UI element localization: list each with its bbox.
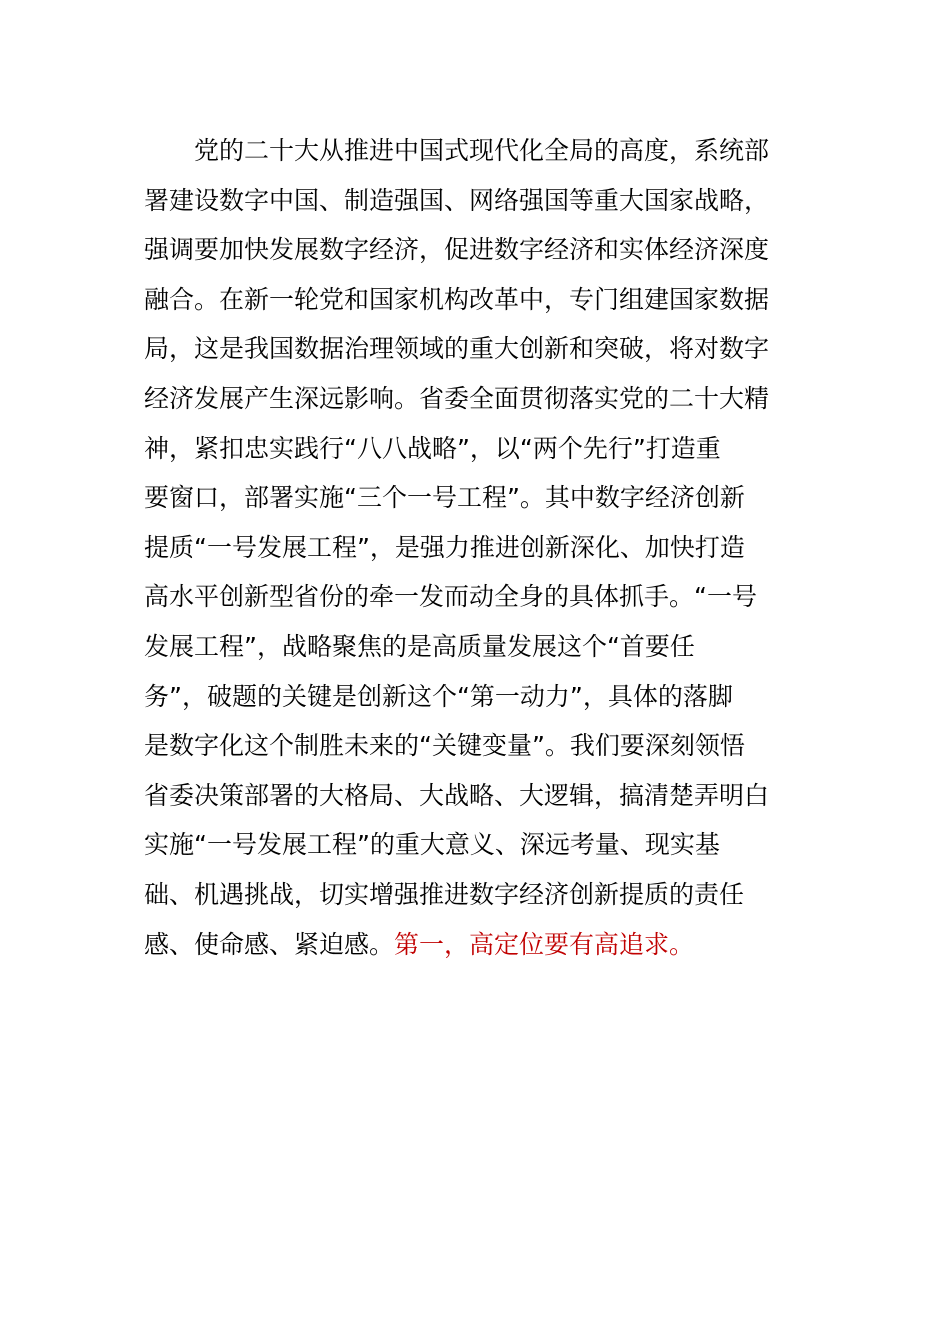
paragraph-line-15: 实施“一号发展工程”的重大意义、深远考量、现实基	[144, 830, 720, 860]
paragraph-line-17-text: 感、使命感、紧迫感。	[144, 929, 395, 959]
body-paragraph	[144, 126, 794, 969]
paragraph-line-12: 务”，破题的关键是创新这个“第一动力”，具体的落脚	[144, 681, 733, 711]
highlighted-heading-text: 第一，高定位要有高追求。	[394, 929, 695, 959]
paragraph-line-16: 础、机遇挑战，切实增强推进数字经济创新提质的责任	[144, 879, 745, 909]
paragraph-line-3: 强调要加快发展数字经济，促进数字经济和实体经济深度	[144, 235, 770, 265]
paragraph-line-13: 是数字化这个制胜未来的“关键变量”。我们要深刻领悟	[144, 731, 745, 761]
paragraph-line-1: 党的二十大从推进中国式现代化全局的高度，系统部	[194, 136, 770, 165]
paragraph-line-7: 神，紧扣忠实践行“八八战略”，以“两个先行”打造重	[144, 433, 721, 463]
paragraph-line-14: 省委决策部署的大格局、大战略、大逻辑，搞清楚弄明白	[144, 780, 770, 810]
paragraph-line-10: 高水平创新型省份的牵一发而动全身的具体抓手。“一号	[144, 582, 757, 612]
paragraph-line-4: 融合。在新一轮党和国家机构改革中，专门组建国家数据	[144, 284, 770, 314]
paragraph-line-8: 要窗口，部署实施“三个一号工程”。其中数字经济创新	[144, 483, 745, 513]
paragraph-line-17	[144, 920, 794, 970]
paragraph-line-2: 署建设数字中国、制造强国、网络强国等重大国家战略，	[144, 185, 770, 215]
paragraph-line-6: 经济发展产生深远影响。省委全面贯彻落实党的二十大精	[144, 383, 770, 413]
paragraph-line-9: 提质“一号发展工程”，是强力推进创新深化、加快打造	[144, 532, 745, 562]
paragraph-line-5: 局，这是我国数据治理领域的重大创新和突破，将对数字	[144, 334, 770, 364]
paragraph-line-11: 发展工程”，战略聚焦的是高质量发展这个“首要任	[144, 631, 695, 661]
